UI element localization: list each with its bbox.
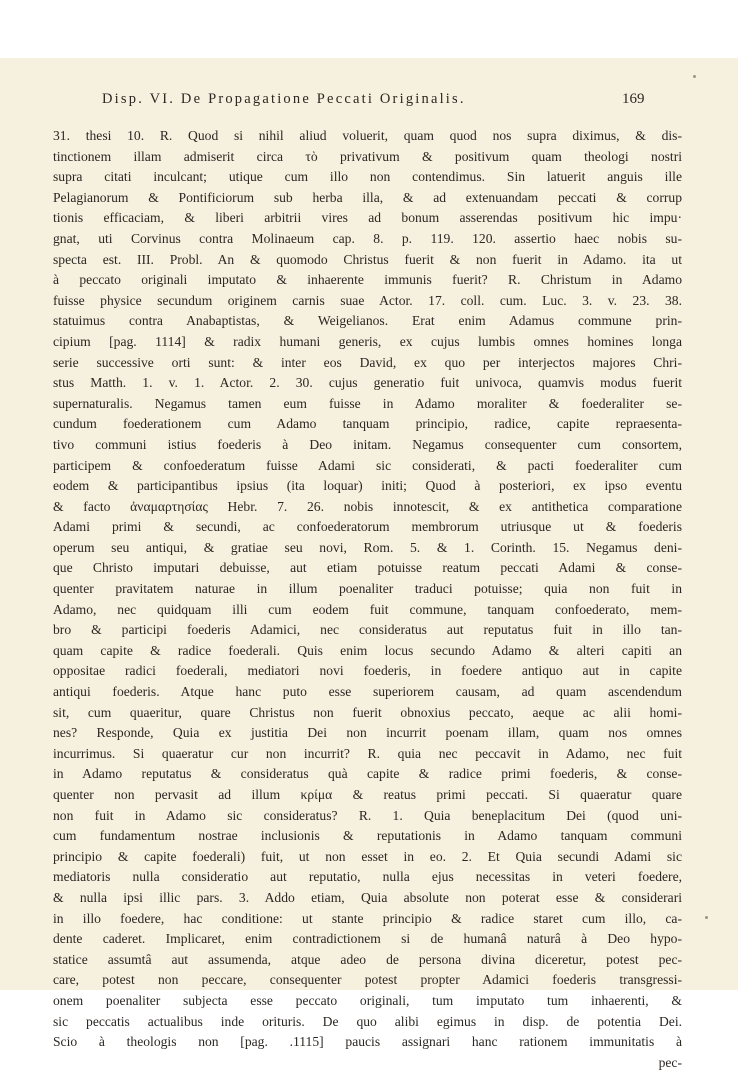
text-line: non fuit in Adamo sic consideratus? R. 1. Quia beneplacitum Dei (quod uni-	[53, 807, 682, 823]
text-line: stus Matth. 1. v. 1. Actor. 2. 30. cujus generatio fuit univoca, quamvis modus fuerit	[53, 375, 682, 391]
text-line: tivo communi istius foederis à Deo initam. Negamus consequenter cum consortem,	[53, 436, 682, 452]
text-line: incurrimus. Si quaeratur cur non incurrit? R. quia nec peccavit in Adamo, nec fuit	[53, 745, 682, 761]
text-line: care, potest non peccare, consequenter potest propter Adamici foederis transgressi-	[53, 972, 682, 988]
text-line: à peccato originali imputato & inhaerente immunis fuerit? R. Christum in Adamo	[53, 272, 682, 288]
text-line: supra citati inculcant; utique cum illo non contendimus. Sin latuerit anguis ille	[53, 169, 682, 185]
text-line: fuisse physice secundum originem carnis suae Actor. 17. coll. cum. Luc. 3. v. 23. 38.	[53, 292, 682, 308]
text-line: mediatoris nulla consideratio aut reputatio, nulla ejus necessitas in veteri foedere,	[53, 869, 682, 885]
text-line: sit, cum quaeritur, quare Christus non fuerit obnoxius peccato, aeque ac alii homi-	[53, 704, 682, 720]
text-line: quam capite & radice foederali. Quis enim locus secundo Adamo & alteri capiti an	[53, 642, 682, 658]
header-title: Disp. VI. De Propagatione Peccati Originalis.	[102, 91, 466, 107]
text-line: & nulla ipsi illic pars. 3. Addo etiam, Quia absolute non poterat esse & considerari	[53, 889, 682, 905]
text-line: onem poenaliter subjecta esse peccato originali, tum imputato tum inhaerenti, &	[53, 992, 682, 1008]
text-line: oppositae radici foederali, mediatori novi foederis, in foedere antiquo aut in capite	[53, 663, 682, 679]
text-line: tinctionem illam admiserit circa τὸ privativum & positivum quam theologi nostri	[53, 148, 682, 164]
text-line: sic peccatis actualibus inde orituris. De quo alibi egimus in disp. de potentia Dei.	[53, 1013, 682, 1029]
text-line: statuimus contra Anabaptistas, & Weigelianos. Erat enim Adamus commune prin-	[53, 313, 682, 329]
text-line: & facto ἀναμαρτησίας Hebr. 7. 26. nobis innotescit, & ex antithetica comparatione	[53, 498, 682, 514]
text-line: antiqui foederis. Atque hanc puto esse superiorem causam, ad quam ascendendum	[53, 684, 682, 700]
text-line: quenter pravitatem naturae in illum poenaliter traduci potuisse; quia non fuit in	[53, 581, 682, 597]
text-line: tionis efficaciam, & liberi arbitrii vires ad bonum asserendas positivum hic impu·	[53, 210, 682, 226]
text-line: cundum foederationem cum Adamo tanquam principio, radice, capite repraesenta-	[53, 416, 682, 432]
page-number: 169	[622, 91, 645, 107]
text-line: que Christo imputari debuisse, aut etiam potuisse reatum peccati Adami & conse-	[53, 560, 682, 576]
book-page	[0, 58, 738, 1070]
text-line: principio & capite foederali) fuit, ut non esset in eo. 2. Et Quia secundi Adami sic	[53, 848, 682, 864]
text-line: eodem & participantibus ipsius (ita loquar) initi; Quod à posteriori, ex ipso eventu	[53, 478, 682, 494]
text-line: in Adamo reputatus & consideratus quà capite & radice primi foederis, & conse-	[53, 766, 682, 782]
text-line: operum seu antiqui, & gratiae seu novi, Rom. 5. & 1. Corinth. 15. Negamus deni-	[53, 539, 682, 555]
text-line: supernaturalis. Negamus tamen eum fuisse in Adamo moraliter & foederaliter se-	[53, 395, 682, 411]
text-line: specta est. III. Probl. An & quomodo Christus fuerit & non fuerit in Adamo. ita ut	[53, 251, 682, 267]
text-line: Scio à theologis non [pag. .1115] paucis assignari hanc rationem immunitatis à	[53, 1034, 682, 1050]
text-line: Adami primi & secundi, ac confoederatorum membrorum utriusque ut & foederis	[53, 519, 682, 535]
text-line: participem & confoederatum fuisse Adami sic considerati, & pacti foederaliter cum	[53, 457, 682, 473]
text-line: quenter non pervasit ad illum κρίμα & reatus primi peccati. Si quaeratur quare	[53, 787, 682, 802]
margin-speck-mark	[693, 75, 696, 78]
margin-speck-mark	[705, 916, 708, 919]
text-line: Pelagianorum & Pontificiorum sub herba illa, & ad extenuandam peccati & corrup	[53, 189, 682, 205]
text-line: statice assumtâ aut assumenda, atque adeo de persona divina diceretur, potest pec-	[53, 951, 682, 967]
text-line: pec-	[658, 1054, 682, 1070]
text-line: serie successive orti sunt: & inter eos David, ex quo per interjectos majores Chri-	[53, 354, 682, 370]
text-line: bro & participi foederis Adamici, nec consideratus aut reputatus fuit in illo tan-	[53, 622, 682, 638]
text-line: gnat, uti Corvinus contra Molinaeum cap. 8. p. 119. 120. assertio haec nobis su-	[53, 230, 682, 246]
running-header	[0, 91, 738, 111]
text-line: Adamo, nec quidquam illi cum eodem fuit commune, tanquam confoederato, mem-	[53, 601, 682, 617]
text-line: cipium [pag. 1114] & radix humani generis, ex cujus lumbis omnes homines longa	[53, 333, 682, 349]
text-line: in illo foedere, hac conditione: ut stante principio & radice staret cum illo, ca-	[53, 910, 682, 926]
body-text	[53, 126, 682, 1073]
text-line: 31. thesi 10. R. Quod si nihil aliud voluerit, quam quod nos supra diximus, & dis-	[53, 128, 682, 143]
text-line: nes? Responde, Quia ex justitia Dei non incurrit poenam illam, quam nos omnes	[53, 725, 682, 741]
text-line: dente caderet. Implicaret, enim contradictionem si de humanâ naturâ à Deo hypo-	[53, 931, 682, 947]
text-line: cum fundamentum nostrae inclusionis & reputationis in Adamo tanquam communi	[53, 828, 682, 844]
